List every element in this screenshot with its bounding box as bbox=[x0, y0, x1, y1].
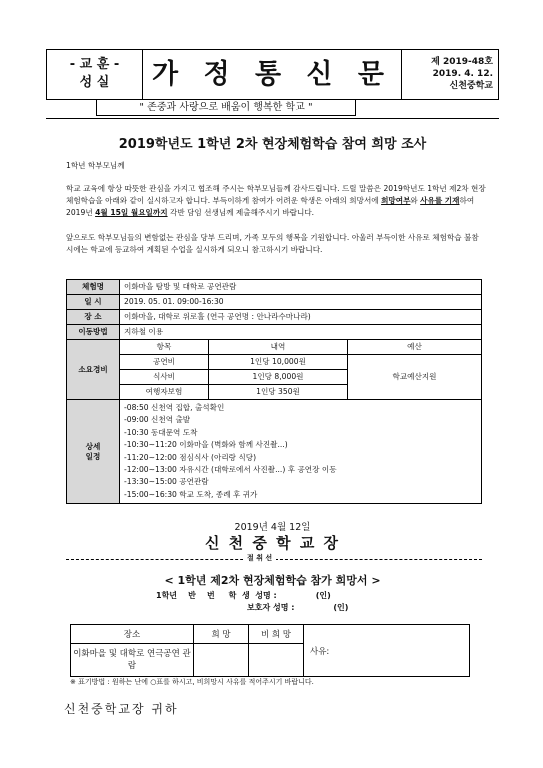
table-row bbox=[67, 340, 482, 355]
date-label: 일 시 bbox=[67, 295, 120, 310]
greeting: 1학년 학부모님께 bbox=[66, 161, 125, 170]
parent-signature-line: 보호자 성명 : (인) bbox=[247, 603, 349, 612]
schedule-item: -12:00~13:00 자유시간 (대학로에서 사진촬...) 후 공연장 이동 bbox=[124, 465, 337, 475]
cost-item: 여행자보험 bbox=[120, 385, 209, 400]
table-row bbox=[67, 325, 482, 340]
cut-line-label: 절 취 선 bbox=[243, 553, 276, 563]
trip-info-table bbox=[66, 279, 482, 504]
issue-number: 제 2019-48호 bbox=[431, 57, 493, 67]
p1-emph-deadline: 4월 15일 월요일까지 bbox=[95, 208, 168, 217]
closing: 신천중학교장 귀하 bbox=[64, 702, 179, 716]
cost-item: 공연비 bbox=[120, 355, 209, 370]
principal-name: 신 천 중 학 교 장 bbox=[204, 534, 341, 552]
table-row bbox=[67, 295, 482, 310]
cost-detail: 1인당 350원 bbox=[209, 385, 348, 400]
date-value: 2019. 05. 01. 09:00-16:30 bbox=[120, 295, 482, 310]
divider bbox=[46, 118, 499, 119]
cost-head-item: 항목 bbox=[120, 340, 209, 355]
cost-item: 식사비 bbox=[120, 370, 209, 385]
schedule-item: -10:30~11:20 이화마을 (벽화와 함께 사진촬...) bbox=[124, 440, 288, 450]
hope-checkbox[interactable] bbox=[194, 644, 249, 677]
cost-head-budget: 예산 bbox=[348, 340, 482, 355]
motto-value: 성 실 bbox=[79, 75, 110, 90]
schedule-label-line2: 일정 bbox=[85, 451, 101, 461]
school-slogan: " 존중과 사랑으로 배움이 행복한 학교 " bbox=[96, 100, 356, 116]
newsletter-title: 가 정 통 신 문 bbox=[143, 50, 402, 99]
p1-text-c: 와 bbox=[410, 196, 421, 205]
schedule-item: -10:30 동대문역 도착 bbox=[124, 427, 198, 437]
p1-text-g: 각반 담임 선생님께 제출해주시기 바랍니다. bbox=[167, 208, 315, 217]
p1-text-e: 하여 2019년 bbox=[66, 196, 475, 217]
header-box bbox=[46, 49, 499, 100]
sign-date: 2019년 4월 12일 bbox=[234, 522, 311, 533]
form-head-place: 장소 bbox=[71, 625, 194, 644]
place-label: 장 소 bbox=[67, 310, 120, 325]
form-head-hope: 희 망 bbox=[194, 625, 249, 644]
p1-emph-hope: 희망여부 bbox=[381, 196, 411, 205]
motto-label: - 교 훈 - bbox=[69, 57, 120, 72]
table-row bbox=[67, 400, 482, 504]
table-row bbox=[71, 625, 470, 644]
schedule-item: -13:30~15:00 공연관람 bbox=[124, 477, 209, 487]
table-row bbox=[67, 310, 482, 325]
form-head-nohope: 비 희 망 bbox=[249, 625, 304, 644]
paragraph-1 bbox=[66, 183, 486, 219]
paragraph-2: 앞으로도 학부모님들의 변함없는 관심을 당부 드리며, 가족 모두의 행복을 기원합니다. 아울러 부득이한 사유로 체험학습 불참 시에는 학교에 등교하여 계획된 수업을 실시하게 되오니 참고하시기 바랍니다. bbox=[66, 233, 479, 254]
form-note: ※ 표기방법 : 원하는 난에 ○표를 하시고, 비희망시 사유를 적어주시기 바랍니다. bbox=[70, 678, 314, 686]
place-value: 이화마을, 대학로 위로홀 (연극 공연명 : 안나라수마나라) bbox=[120, 310, 482, 325]
schedule-item: -08:50 신천역 집합, 출석확인 bbox=[124, 403, 225, 412]
table-row bbox=[67, 280, 482, 295]
table-row bbox=[67, 355, 482, 370]
p1-emph-reason: 사유를 기재 bbox=[420, 196, 460, 205]
student-signature-line: 1학년 반 번 학 생 성명 : (인) bbox=[156, 591, 331, 600]
cost-label: 소요경비 bbox=[67, 340, 120, 400]
hope-form-table bbox=[70, 624, 470, 677]
issue-date: 2019. 4. 12. bbox=[432, 69, 493, 79]
form-title: < 1학년 제2차 현장체험학습 참가 희망서 > bbox=[164, 574, 381, 587]
trip-name-value: 이화마을 탐방 및 대학로 공연관람 bbox=[120, 280, 482, 295]
issuer-school: 신천중학교 bbox=[449, 81, 493, 91]
document-title: 2019학년도 1학년 2차 현장체험학습 참여 희망 조사 bbox=[118, 137, 427, 152]
budget-value: 학교예산지원 bbox=[348, 355, 482, 400]
transport-value: 지하철 이용 bbox=[120, 325, 482, 340]
nohope-checkbox[interactable] bbox=[249, 644, 304, 677]
trip-name-label: 체험명 bbox=[67, 280, 120, 295]
issue-info bbox=[402, 50, 499, 99]
cost-detail: 1인당 10,000원 bbox=[209, 355, 348, 370]
schedule-label-line1: 상세 bbox=[85, 441, 101, 451]
cost-head-detail: 내역 bbox=[209, 340, 348, 355]
p1-text-a: 학교 교육에 항상 따뜻한 관심을 가지고 협조해 주시는 학부모님들께 감사드립니다. 드릴 말씀은 2019학년도 1학년 제2차 현장체험학습을 아래와 같이 실시하고자 합니다. 부득이하게 참여가 어려운 학생은 아래의 희망서에 bbox=[66, 184, 486, 205]
schedule-label bbox=[67, 400, 120, 504]
schedule-list bbox=[120, 400, 482, 504]
school-motto-box bbox=[47, 50, 143, 99]
schedule-item: -15:00~16:30 학교 도착, 종례 후 귀가 bbox=[124, 489, 258, 499]
schedule-item: -09:00 신천역 출발 bbox=[124, 415, 191, 425]
form-place-value: 이화마을 및 대학로 연극공연 관람 bbox=[71, 644, 194, 677]
transport-label: 이동방법 bbox=[67, 325, 120, 340]
cost-detail: 1인당 8,000원 bbox=[209, 370, 348, 385]
schedule-item: -11:20~12:00 점심식사 (아리랑 식당) bbox=[124, 452, 257, 462]
reason-field[interactable]: 사유: bbox=[304, 625, 470, 677]
